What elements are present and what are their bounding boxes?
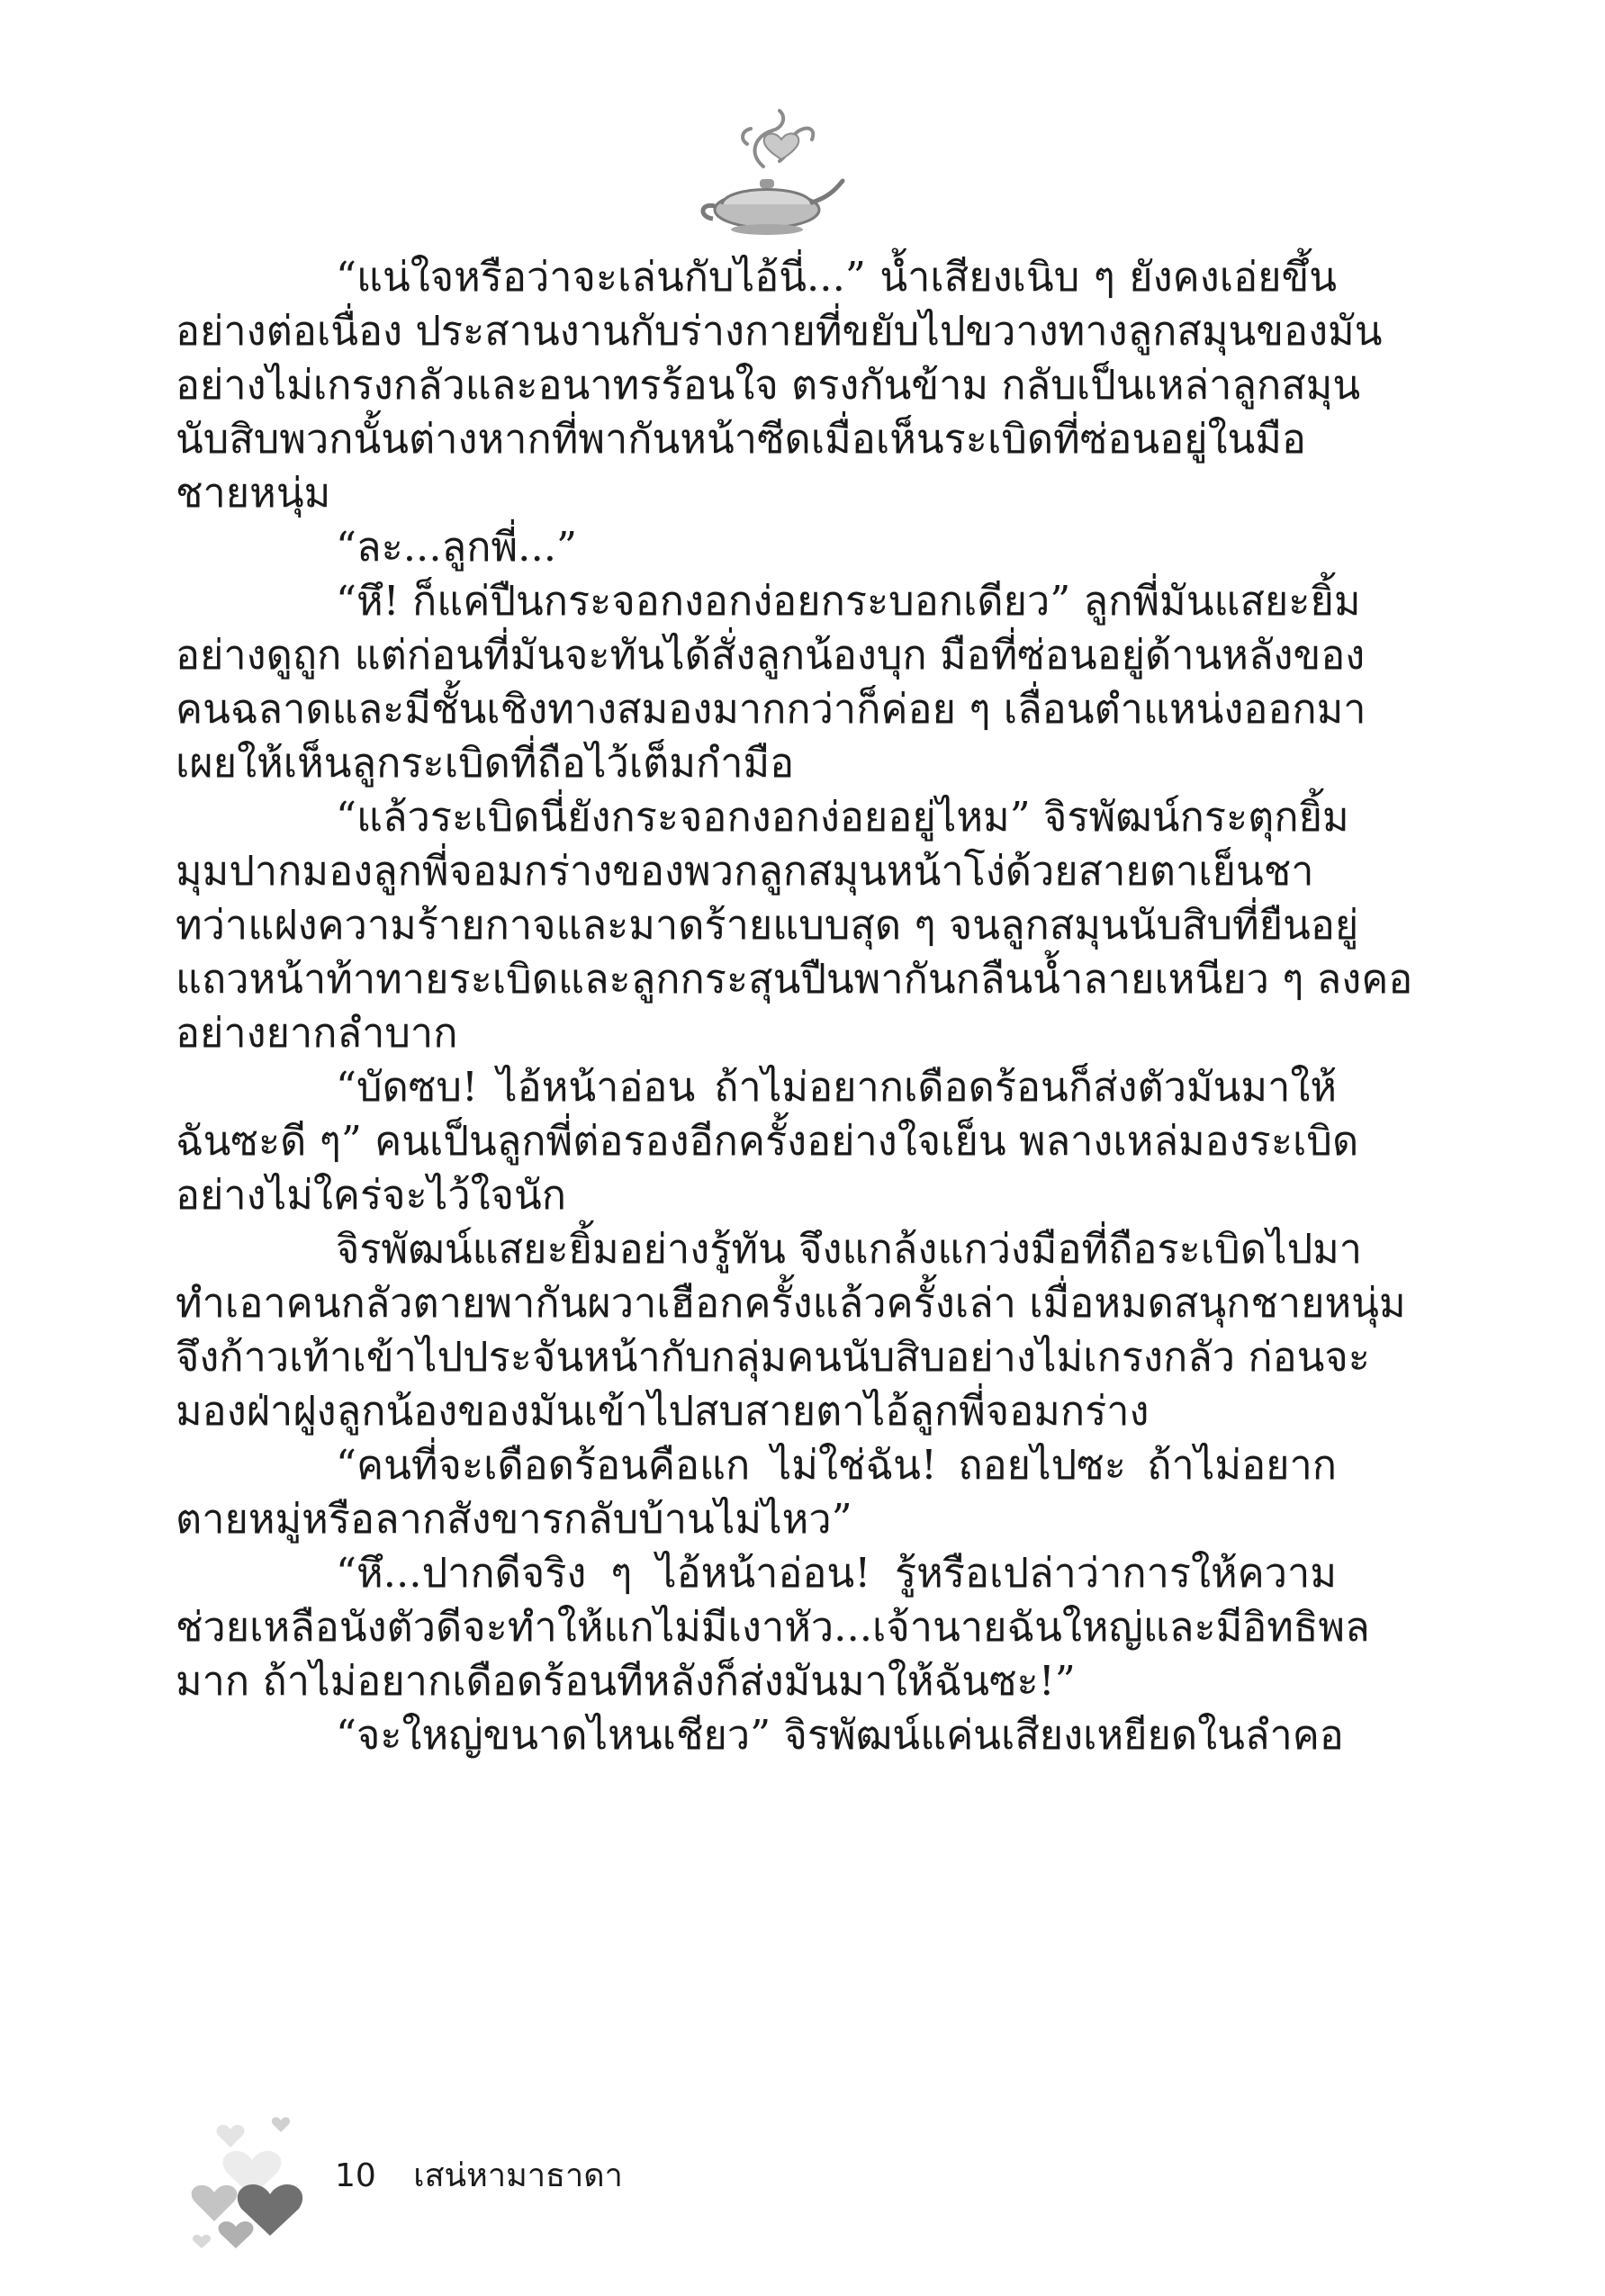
paragraph-line: “ละ...ลูกพี่...” (336, 523, 578, 571)
paragraph-line: เผยให้เห็นลูกระเบิดที่ถือไว้เต็มกำมือ (176, 739, 795, 787)
hearts-icon (180, 2097, 324, 2268)
page-footer (335, 2149, 623, 2201)
paragraph-line: “คนที่จะเดือดร้อนคือแก ไม่ใช่ฉัน! ถอยไปซะ ถ้าไม่อยาก (336, 1441, 1337, 1489)
paragraph-line: “บัดซบ! ไอ้หน้าอ่อน ถ้าไม่อยากเดือดร้อนก็ส่งตัวมันมาให้ (336, 1063, 1337, 1111)
paragraph-line: จิรพัฒน์แสยะยิ้มอย่างรู้ทัน จึงแกล้งแกว่งมือที่ถือระเบิดไปมา (336, 1225, 1363, 1273)
paragraph-line: ฉันซะดี ๆ” คนเป็นลูกพี่ต่อรองอีกครั้งอย่างใจเย็น พลางเหล่มองระเบิด (176, 1117, 1359, 1165)
paragraph-line: มาก ถ้าไม่อยากเดือดร้อนทีหลังก็ส่งมันมาให้ฉันซะ!” (176, 1657, 1076, 1705)
paragraph-line: แถวหน้าท้าทายระเบิดและลูกกระสุนปืนพากันกลืนน้ำลายเหนียว ๆ ลงคอ (176, 955, 1413, 1003)
paragraph-line: จึงก้าวเท้าเข้าไปประจันหน้ากับกลุ่มคนนับสิบอย่างไม่เกรงกลัว ก่อนจะ (176, 1333, 1370, 1381)
paragraph-line: “จะใหญ่ขนาดไหนเชียว” จิรพัฒน์แค่นเสียงเหยียดในลำคอ (336, 1711, 1344, 1759)
paragraph-line: มุมปากมองลูกพี่จอมกร่างของพวกลูกสมุนหน้าโง่ด้วยสายตาเย็นชา (176, 847, 1314, 895)
paragraph-line: “แล้วระเบิดนี่ยังกระจอกงอกง่อยอยู่ไหม” จิรพัฒน์กระตุกยิ้ม (336, 793, 1349, 841)
paragraph-line: อย่างไม่ใคร่จะไว้ใจนัก (176, 1171, 566, 1219)
paragraph-line: อย่างดูถูก แต่ก่อนที่มันจะทันได้สั่งลูกน้องบุก มือที่ซ่อนอยู่ด้านหลังของ (176, 631, 1366, 679)
paragraph-line: อย่างยากลำบาก (176, 1009, 458, 1057)
page-number: 10 (335, 2157, 376, 2194)
book-title: เสน่หามาธาดา (413, 2157, 623, 2194)
paragraph-line: “หึ! ก็แค่ปืนกระจอกงอกง่อยกระบอกเดียว” ลูกพี่มันแสยะยิ้ม (336, 577, 1361, 625)
body-text (176, 250, 1413, 1762)
paragraph-line: ตายหมู่หรือลากสังขารกลับบ้านไม่ไหว” (176, 1495, 852, 1543)
paragraph-line: อย่างไม่เกรงกลัวและอนาทรร้อนใจ ตรงกันข้าม กลับเป็นเหล่าลูกสมุน (176, 361, 1361, 409)
teapot-steam-icon (693, 104, 846, 239)
paragraph-line: มองฝ่าฝูงลูกน้องของมันเข้าไปสบสายตาไอ้ลูกพี่จอมกร่าง (176, 1387, 1150, 1435)
paragraph-line: อย่างต่อเนื่อง ประสานงานกับร่างกายที่ขยับไปขวางทางลูกสมุนของมัน (176, 307, 1383, 355)
paragraph-line: “หึ...ปากดีจริง ๆ ไอ้หน้าอ่อน! รู้หรือเปล่าว่าการให้ความ (336, 1549, 1337, 1597)
paragraph-line: ชายหนุ่ม (176, 469, 331, 517)
paragraph-line: นับสิบพวกนั้นต่างหากที่พากันหน้าซีดเมื่อเห็นระเบิดที่ซ่อนอยู่ในมือ (176, 415, 1306, 463)
paragraph-line: ช่วยเหลือนังตัวดีจะทำให้แกไม่มีเงาหัว...เจ้านายฉันใหญ่และมีอิทธิพล (176, 1603, 1370, 1651)
paragraph-line: ทำเอาคนกลัวตายพากันผวาเฮือกครั้งแล้วครั้งเล่า เมื่อหมดสนุกชายหนุ่ม (176, 1279, 1406, 1327)
paragraph-line: “แน่ใจหรือว่าจะเล่นกับไอ้นี่...” น้ำเสียงเนิบ ๆ ยังคงเอ่ยขึ้น (336, 253, 1337, 301)
paragraph-line: ทว่าแฝงความร้ายกาจและมาดร้ายแบบสุด ๆ จนลูกสมุนนับสิบที่ยืนอยู่ (176, 901, 1359, 949)
paragraph-line: คนฉลาดและมีชั้นเชิงทางสมองมากกว่าก็ค่อย ๆ เลื่อนตำแหน่งออกมา (176, 685, 1366, 733)
